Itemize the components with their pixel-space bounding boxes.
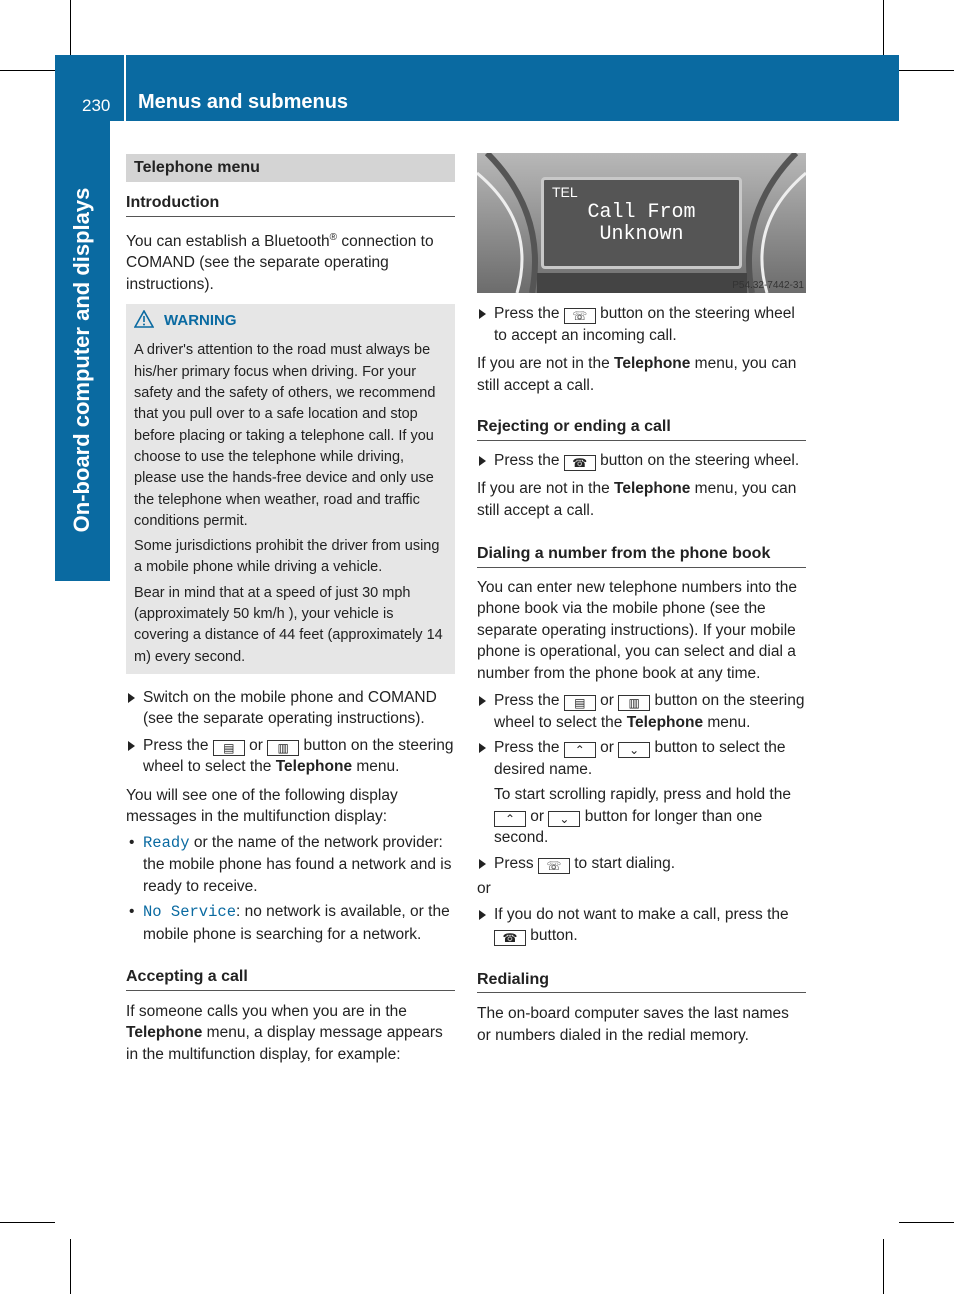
step-bold: Telephone (626, 713, 704, 731)
down-button-icon: ⌄ (548, 811, 580, 827)
note-text: To start scrolling rapidly, press and hold the (494, 786, 791, 803)
menu-left-button-icon: ▤ (564, 695, 596, 711)
step-text: menu. (352, 758, 400, 776)
step-text: menu. (703, 713, 751, 731)
step-item (477, 737, 806, 780)
step-text: Press the (494, 305, 564, 322)
page-title: Menus and submenus (138, 91, 349, 113)
up-button-icon: ⌃ (564, 742, 596, 758)
lcd-message-line: Call From (587, 201, 696, 224)
page-number: 230 (82, 96, 111, 115)
subheading-dialing: Dialing a number from the phone book (477, 543, 806, 568)
step-item: Switch on the mobile phone and COMAND (see the separate operating instructions). (126, 687, 455, 730)
message-text: : no network is available, or the mobile phone is searching for a network. (143, 903, 450, 943)
crop-mark (883, 1239, 884, 1294)
step-item (477, 690, 806, 733)
accept-paragraph (126, 1001, 455, 1066)
intro-text-cont: connection to COMAND (see the separate operating instructions). (126, 232, 434, 293)
step-item (477, 904, 806, 947)
subheading-accepting: Accepting a call (126, 966, 455, 991)
display-photo (477, 153, 806, 293)
crop-mark (0, 1222, 55, 1223)
step-text: button on the steering wheel to select the (494, 692, 805, 731)
phone-end-button-icon: ☎ (494, 930, 526, 946)
warning-paragraph: A driver's attention to the road must always be his/her primary focus when driving. For your safety and the safety of others, we recommend that you pull over to a safe location and stop before placing or taking a telephone call. If you choose to use the telephone while driving, please use the hands-free device and only use the telephone when weather, road and traffic conditions permit. (134, 342, 436, 529)
step-bold: Telephone (275, 758, 353, 776)
warning-title: WARNING (164, 312, 237, 330)
lcd-tel-label: TEL (552, 184, 578, 200)
warning-triangle-icon (134, 310, 154, 335)
side-tab-label: On-board computer and displays (69, 187, 94, 533)
subheading-rejecting: Rejecting or ending a call (477, 416, 806, 441)
phone-accept-button-icon: ☏ (538, 858, 570, 874)
step-item (477, 303, 806, 346)
phone-accept-button-icon: ☏ (564, 308, 596, 324)
warning-paragraph: Some jurisdictions prohibit the driver from using a mobile phone while driving a vehicle. (134, 538, 440, 576)
crop-mark (899, 1222, 954, 1223)
step-text: button. (526, 927, 578, 944)
down-button-icon: ⌄ (618, 742, 650, 758)
registered-mark: ® (329, 231, 338, 243)
note-text: If you are not in the (477, 480, 615, 497)
note-text: button for longer than one second. (494, 807, 763, 846)
subheading-redialing: Redialing (477, 969, 806, 994)
intro-text: You can establish a Bluetooth (126, 232, 330, 250)
lcd-message (544, 202, 739, 246)
warning-box (126, 304, 455, 674)
crop-mark (883, 0, 884, 55)
up-button-icon: ⌃ (494, 811, 526, 827)
message-item (126, 901, 455, 945)
menu-right-button-icon: ▥ (618, 695, 650, 711)
lcd-screen (541, 177, 742, 269)
menu-right-button-icon: ▥ (267, 740, 299, 756)
lcd-message-line: Unknown (599, 223, 684, 246)
accept-text: If someone calls you when you are in the (126, 1002, 407, 1020)
step-item (126, 735, 455, 778)
warning-header (134, 310, 447, 335)
display-intro: You will see one of the following display messages in the multifunction display: (126, 786, 398, 826)
note-text: If you are not in the (477, 355, 615, 372)
accept-bold: Telephone (126, 1024, 203, 1042)
step-text: or (244, 736, 268, 754)
crop-mark (70, 0, 71, 55)
step-text: Press (494, 854, 538, 872)
note-paragraph (477, 353, 806, 396)
note-text: menu, you can still accept a call. (477, 355, 797, 394)
step-text: Press the (494, 451, 564, 469)
crop-mark (70, 1239, 71, 1294)
image-code: P54.32-7442-31 (732, 280, 804, 291)
header-divider (124, 55, 126, 121)
step-text: Press the (494, 692, 564, 709)
crop-mark (0, 70, 55, 71)
step-text: button on the steering wheel to accept an incoming call. (494, 305, 795, 344)
left-column (126, 154, 455, 1065)
phone-end-button-icon: ☎ (564, 455, 596, 471)
message-item (126, 832, 455, 898)
step-note (477, 784, 806, 849)
section-title: Telephone menu (126, 154, 455, 182)
note-text: or (526, 807, 549, 825)
subheading-introduction: Introduction (126, 192, 455, 217)
step-text: button on the steering wheel to select the (143, 736, 454, 776)
or-text: or (477, 880, 491, 897)
accept-text: menu, a display message appears in the multifunction display, for example: (126, 1024, 443, 1063)
dial-paragraph: You can enter new telephone numbers into the phone book via the mobile phone (see the separate operating instructions). If your mobile phone is operational, you can select and dial a number from the phone book at any time. (477, 578, 797, 682)
note-bold: Telephone (614, 480, 691, 497)
warning-paragraph: Bear in mind that at a speed of just 30 mph (approximately 50 km/h ), your vehicle is covering a distance of 44 feet (approximately 14 m) every second. (134, 584, 443, 665)
step-item (477, 853, 806, 875)
step-item (477, 450, 806, 472)
step-text: or (595, 692, 619, 709)
step-text: to start dialing. (569, 854, 676, 872)
step-text: button on the steering wheel. (595, 451, 800, 469)
step-text: Press the (143, 736, 213, 754)
step-text: Press the (494, 739, 564, 756)
note-paragraph (477, 478, 806, 521)
intro-paragraph (126, 227, 455, 296)
display-message-code: No Service (143, 903, 237, 922)
message-text: or the name of the network provider: the mobile phone has found a network and is ready to receive. (143, 833, 452, 895)
display-message-code: Ready (143, 833, 190, 852)
redial-paragraph: The on-board computer saves the last names or numbers dialed in the redial memory. (477, 1005, 789, 1044)
step-text: button to select the desired name. (494, 739, 786, 778)
crop-mark (899, 70, 954, 71)
menu-left-button-icon: ▤ (213, 740, 245, 756)
note-bold: Telephone (614, 355, 691, 372)
step-text: If you do not want to make a call, press the (494, 905, 789, 923)
step-text: or (595, 739, 619, 756)
right-column (477, 303, 806, 1046)
note-text: menu, you can still accept a call. (477, 480, 797, 519)
